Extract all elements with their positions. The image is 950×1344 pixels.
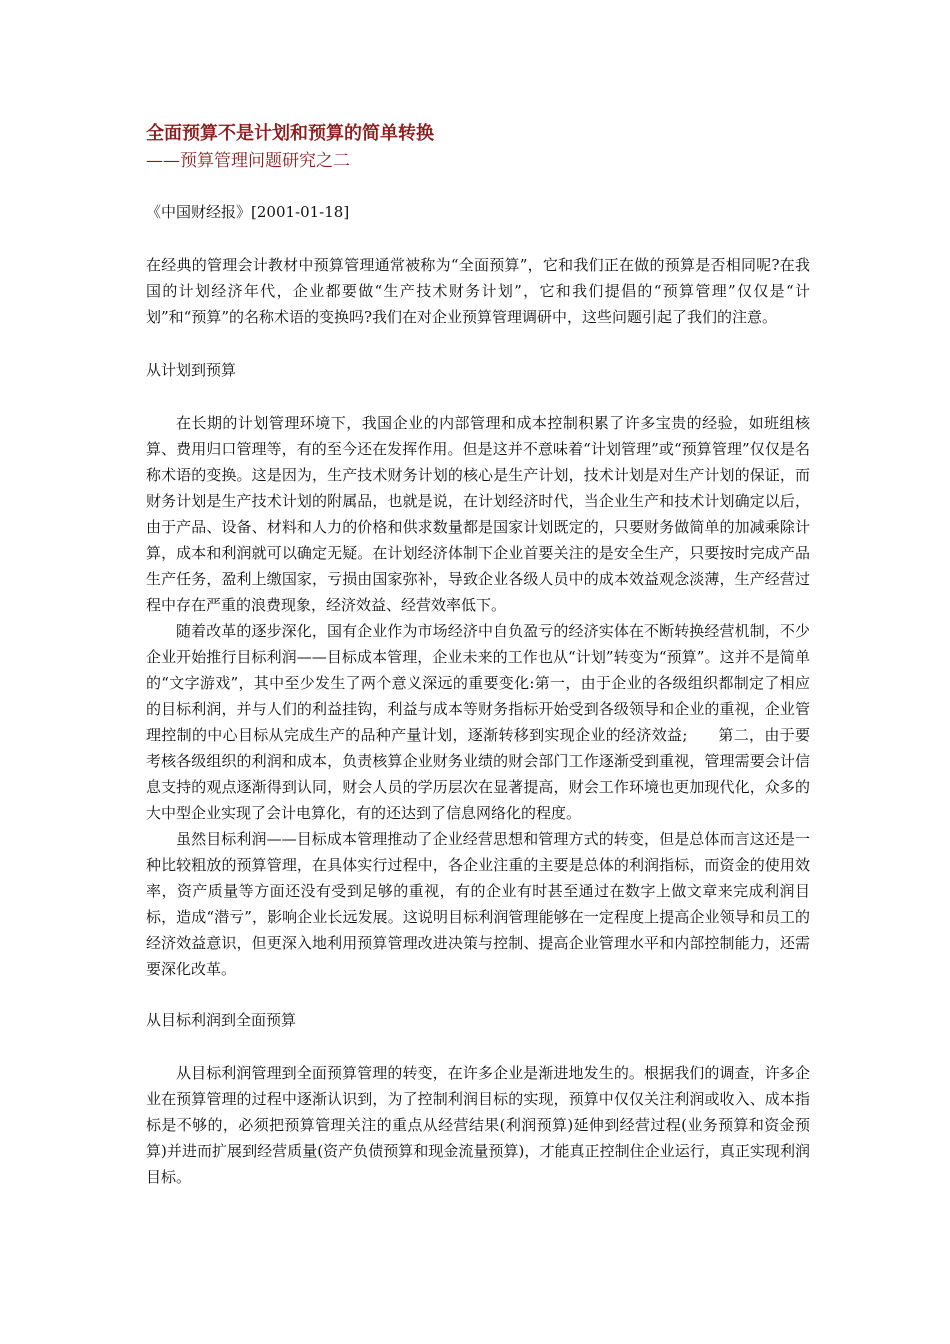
article-source: 《中国财经报》[2001-01-18] — [146, 203, 350, 221]
section2-paragraph-1: 从目标利润管理到全面预算管理的转变，在许多企业是渐进地发生的。根据我们的调查，许多企业在预算管理的过程中逐渐认识到，为了控制利润目标的实现，预算中仅仅关注利润或收入、成本指标是不够的，必须把预算管理关注的重点从经营结果(利润预算)延伸到经营过程(业务预算和资金预算)并进而扩展到经营质量(资产负债预算和现金流量预算)，才能真正控制住企业运行，真正实现利润目标。 — [146, 1064, 810, 1186]
section-heading-plan-to-budget: 从计划到预算 — [146, 361, 237, 379]
intro-paragraph: 在经典的管理会计教材中预算管理通常被称为“全面预算”，它和我们正在做的预算是否相同呢?在我国的计划经济年代，企业都要做“生产技术财务计划”，它和我们提倡的“预算管理”仅仅是“计划”和“预算”的名称术语的变换吗?我们在对企业预算管理调研中，这些问题引起了我们的注意。 — [146, 256, 810, 326]
section1-paragraph-3: 虽然目标利润——目标成本管理推动了企业经营思想和管理方式的转变，但是总体而言这还是一种比较粗放的预算管理，在具体实行过程中，各企业注重的主要是总体的利润指标，而资金的使用效率，资产质量等方面还没有受到足够的重视，有的企业有时甚至通过在数字上做文章来完成利润目标，造成“潜亏”，影响企业长远发展。这说明目标利润管理能够在一定程度上提高企业领导和员工的经济效益意识，但更深入地利用预算管理改进决策与控制、提高企业管理水平和内部控制能力，还需要深化改革。 — [146, 830, 810, 978]
section-heading-profit-to-full-budget: 从目标利润到全面预算 — [146, 1011, 297, 1029]
article-subtitle: ——预算管理问题研究之二 — [146, 151, 350, 171]
article-title: 全面预算不是计划和预算的简单转换 — [146, 123, 434, 144]
document-page — [146, 120, 810, 1190]
section1-paragraph-1: 在长期的计划管理环境下，我国企业的内部管理和成本控制积累了许多宝贵的经验，如班组核算、费用归口管理等，有的至今还在发挥作用。但是这并不意味着“计划管理”或“预算管理”仅仅是名称术语的变换。这是因为，生产技术财务计划的核心是生产计划，技术计划是对生产计划的保证，而财务计划是生产技术计划的附属品，也就是说，在计划经济时代，当企业生产和技术计划确定以后，由于产品、设备、材料和人力的价格和供求数量都是国家计划既定的，只要财务做简单的加减乘除计算，成本和利润就可以确定无疑。在计划经济体制下企业首要关注的是安全生产，只要按时完成产品生产任务，盈利上缴国家，亏损由国家弥补，导致企业各级人员中的成本效益观念淡薄，生产经营过程中存在严重的浪费现象，经济效益、经营效率低下。 — [146, 414, 810, 614]
section1-paragraph-2: 随着改革的逐步深化，国有企业作为市场经济中自负盈亏的经济实体在不断转换经营机制，不少企业开始推行目标利润——目标成本管理，企业未来的工作也从“计划”转变为“预算”。这并不是简单的“文字游戏”，其中至少发生了两个意义深远的重要变化:第一，由于企业的各级组织都制定了相应的目标利润，并与人们的利益挂钩，利益与成本等财务指标开始受到各级领导和企业的重视，企业管理控制的中心目标从完成生产的品种产量计划，逐渐转移到实现企业的经济效益; 第二，由于要考核各级组织的利润和成本，负责核算企业财务业绩的财会部门工作逐渐受到重视，管理需要会计信息支持的观点逐渐得到认同，财会人员的学历层次在显著提高，财会工作环境也更加现代化，众多的大中型企业实现了会计电算化，有的还达到了信息网络化的程度。 — [146, 622, 810, 822]
